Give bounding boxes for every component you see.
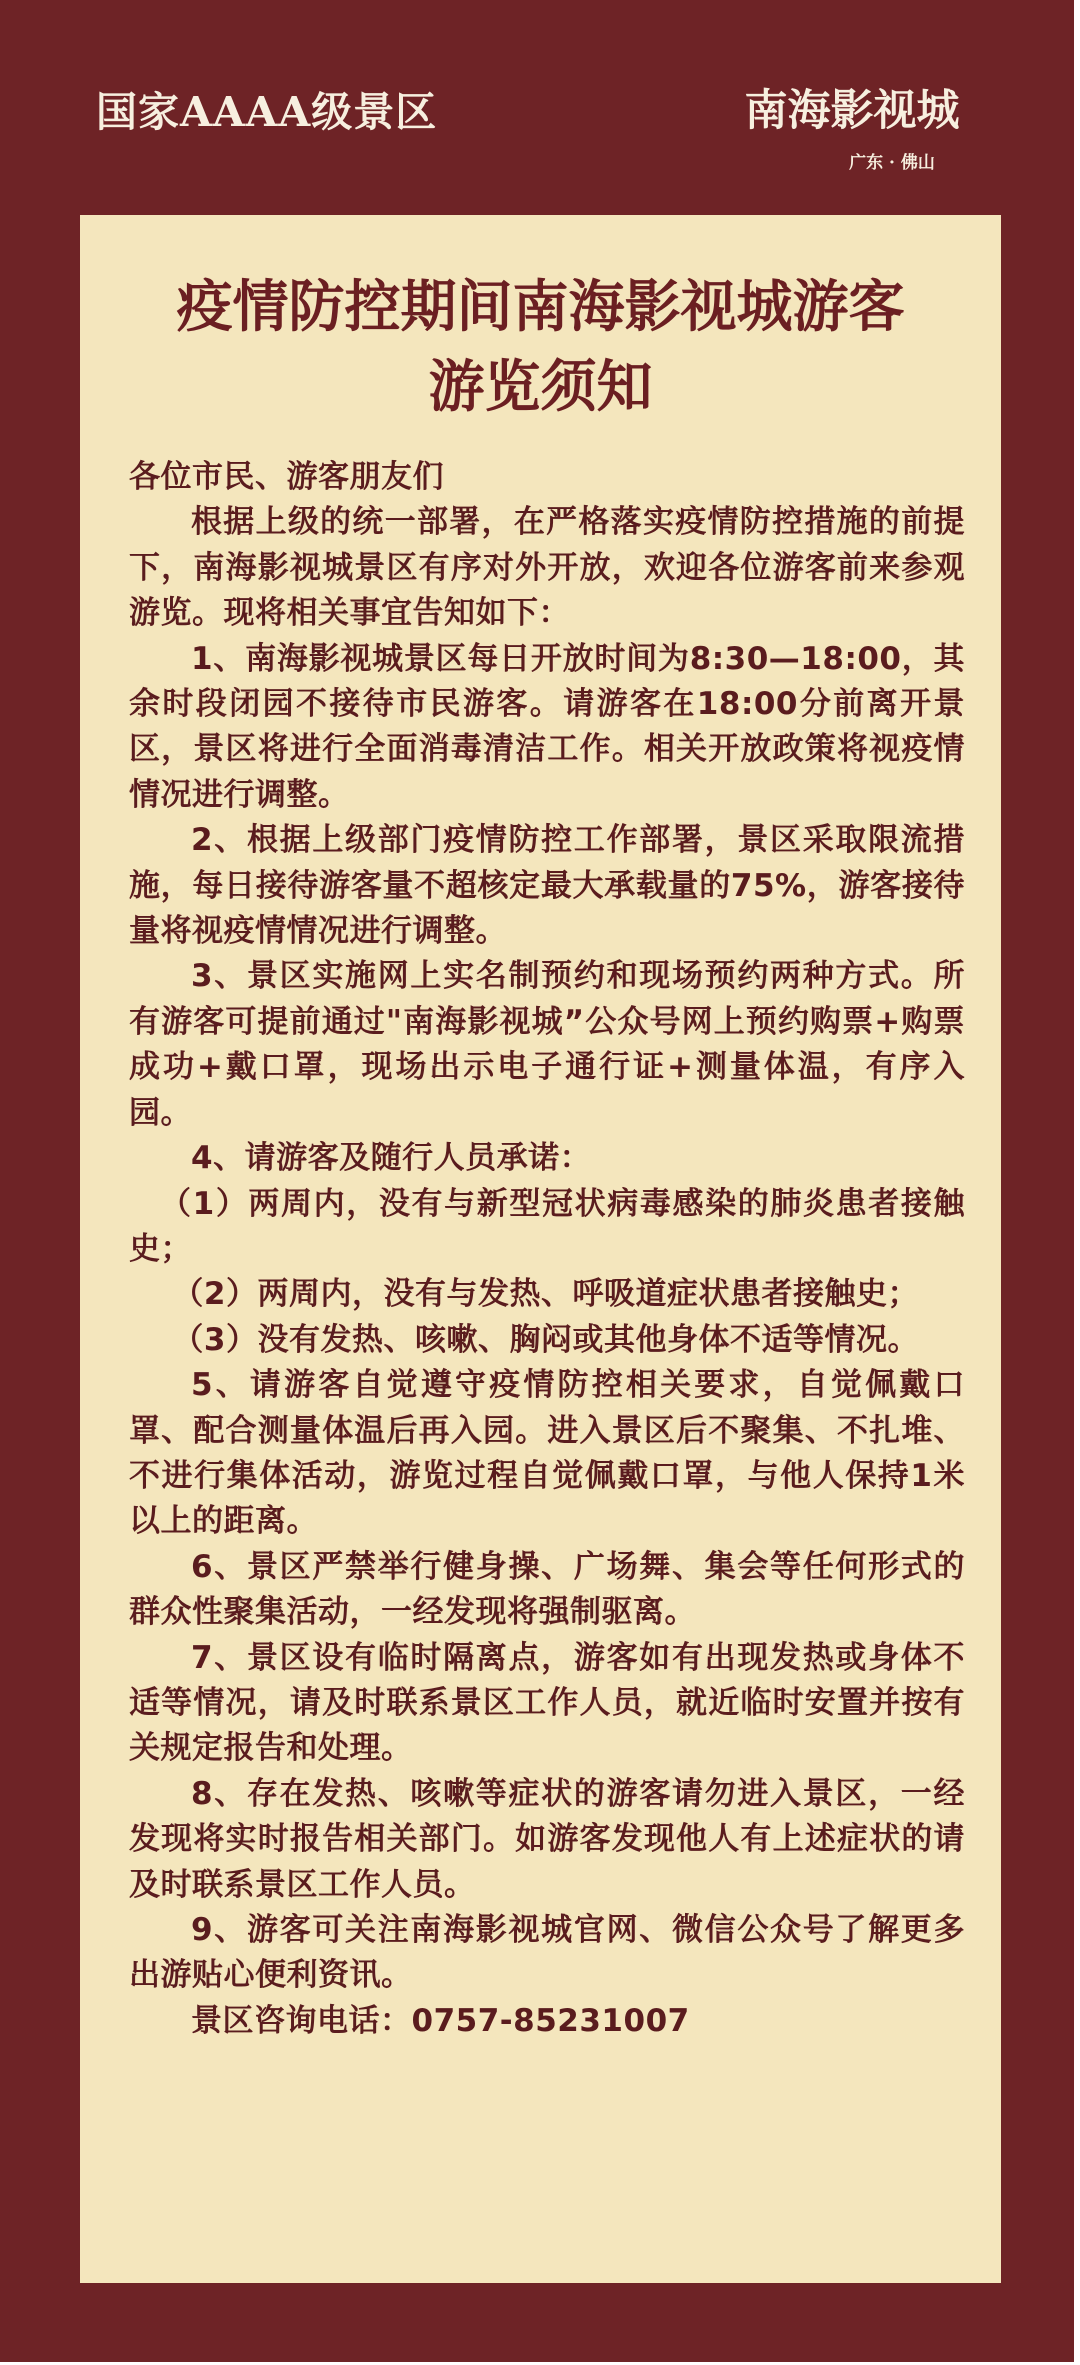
item-9: 9、游客可关注南海影视城官网、微信公众号了解更多出游贴心便利资讯。 [129,1912,965,1994]
item-8: 8、存在发热、咳嗽等症状的游客请勿进入景区，一经发现将实时报告相关部门。如游客发现他人有上述症状的请及时联系景区工作人员。 [129,1775,965,1903]
greeting: 各位市民、游客朋友们 [129,459,444,495]
notice-title-line-2: 游览须知 [428,355,653,420]
hotline: 景区咨询电话：0757-85231007 [191,2002,690,2039]
item-6: 6、景区严禁举行健身操、广场舞、集会等任何形式的群众性聚集活动，一经发现将强制驱离。 [129,1548,965,1631]
item-4-sub-1: （1）两周内，没有与新型冠状病毒感染的肺炎患者接触史； [129,1185,965,1267]
item-5: 5、请游客自觉遵守疫情防控相关要求，自觉佩戴口罩、配合测量体温后再入园。进入景区后不聚集、不扎堆、不进行集体活动，游览过程自觉佩戴口罩，与他人保持1米以上的距离。 [129,1367,965,1540]
item-4-sub-2: （2）两周内，没有与发热、呼吸道症状患者接触史； [172,1276,919,1313]
brand-location: 广东 · 佛山 [849,153,935,173]
item-2: 2、根据上级部门疫情防控工作部署，景区采取限流措施，每日接待游客量不超核定最大承载量的75%，游客接待量将视疫情情况进行调整。 [129,822,965,950]
notice-panel [80,215,1001,2283]
item-4: 4、请游客及随行人员承诺： [191,1140,592,1177]
notice-body [129,455,965,2044]
item-7: 7、景区设有临时隔离点，游客如有出现发热或身体不适等情况，请及时联系景区工作人员，就近临时安置并按有关规定报告和处理。 [129,1639,965,1767]
item-1: 1、南海影视城景区每日开放时间为8:30—18:00，其余时段闭园不接待市民游客。请游客在18:00分前离开景区，景区将进行全面消毒清洁工作。相关开放政策将视疫情情况进行调整。 [129,640,965,813]
scenic-rating-label: 国家AAAA级景区 [96,88,438,136]
intro-paragraph: 根据上级的统一部署，在严格落实疫情防控措施的前提下，南海影视城景区有序对外开放，欢迎各位游客前来参观游览。现将相关事宜告知如下： [129,504,965,632]
notice-title-line-1: 疫情防控期间南海影视城游客 [176,275,905,340]
item-3: 3、景区实施网上实名制预约和现场预约两种方式。所有游客可提前通过"南海影视城”公众号网上预约购票+购票成功+戴口罩，现场出示电子通行证+测量体温，有序入园。 [129,958,965,1131]
item-4-sub-3: （3）没有发热、咳嗽、胸闷或其他身体不适等情况。 [172,1321,919,1358]
brand-block [722,80,982,173]
brand-name: 南海影视城 [744,86,960,136]
notice-title [80,268,1001,428]
